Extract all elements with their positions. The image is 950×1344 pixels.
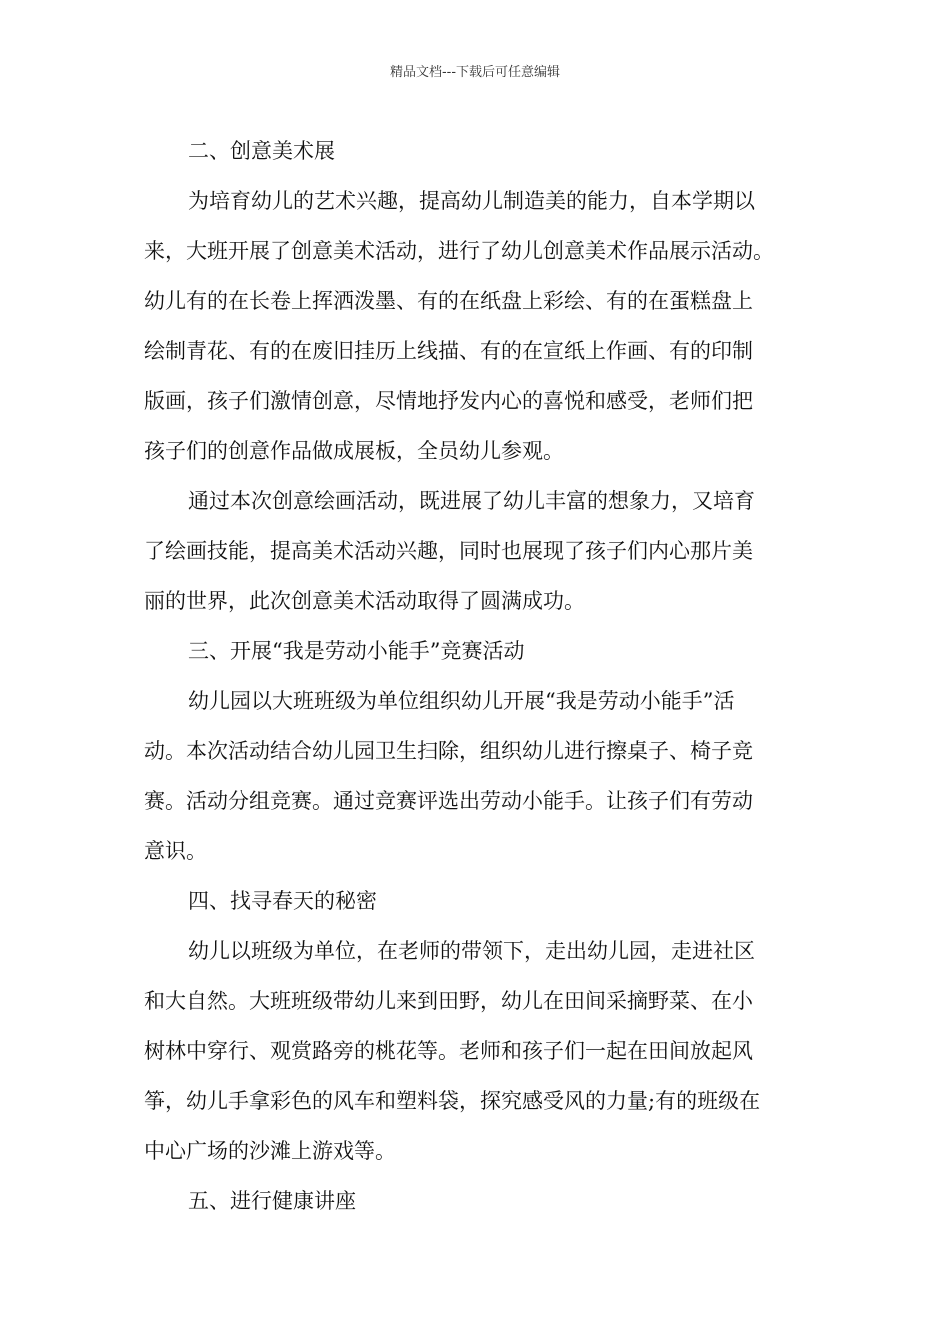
line-19: 树林中穿行、观赏路旁的桃花等。老师和孩子们一起在田间放起风	[144, 1039, 753, 1063]
line-2: 为培育幼儿的艺术兴趣，提高幼儿制造美的能力，自本学期以	[188, 189, 755, 213]
document-body	[144, 126, 824, 1226]
line-18: 和大自然。大班班级带幼儿来到田野，幼儿在田间采摘野菜、在小	[144, 989, 753, 1013]
line-12: 幼儿园以大班班级为单位组织幼儿开展“我是劳动小能手”活	[188, 689, 735, 713]
page-header: 精品文档---下载后可任意编辑	[389, 65, 561, 80]
line-16: 四、找寻春天的秘密	[188, 889, 377, 913]
line-3: 来，大班开展了创意美术活动，进行了幼儿创意美术作品展示活动。	[144, 239, 774, 263]
line-11: 三、开展“我是劳动小能手”竞赛活动	[188, 639, 525, 663]
line-7: 孩子们的创意作品做成展板，全员幼儿参观。	[144, 439, 564, 463]
line-1: 二、创意美术展	[188, 139, 335, 163]
line-20: 筝，幼儿手拿彩色的风车和塑料袋，探究感受风的力量;有的班级在	[144, 1089, 761, 1113]
line-13: 动。本次活动结合幼儿园卫生扫除，组织幼儿进行擦桌子、椅子竞	[144, 739, 753, 763]
line-15: 意识。	[144, 839, 207, 863]
line-4: 幼儿有的在长卷上挥洒泼墨、有的在纸盘上彩绘、有的在蛋糕盘上	[144, 289, 753, 313]
line-8: 通过本次创意绘画活动，既进展了幼儿丰富的想象力，又培育	[188, 489, 755, 513]
line-5: 绘制青花、有的在废旧挂历上线描、有的在宣纸上作画、有的印制	[144, 339, 753, 363]
line-14: 赛。活动分组竞赛。通过竞赛评选出劳动小能手。让孩子们有劳动	[144, 789, 753, 813]
line-22: 五、进行健康讲座	[188, 1189, 356, 1213]
line-6: 版画，孩子们激情创意，尽情地抒发内心的喜悦和感受，老师们把	[144, 389, 753, 413]
line-21: 中心广场的沙滩上游戏等。	[144, 1139, 396, 1163]
line-9: 了绘画技能，提高美术活动兴趣，同时也展现了孩子们内心那片美	[144, 539, 753, 563]
line-10: 丽的世界，此次创意美术活动取得了圆满成功。	[144, 589, 585, 613]
line-17: 幼儿以班级为单位，在老师的带领下，走出幼儿园，走进社区	[188, 939, 755, 963]
